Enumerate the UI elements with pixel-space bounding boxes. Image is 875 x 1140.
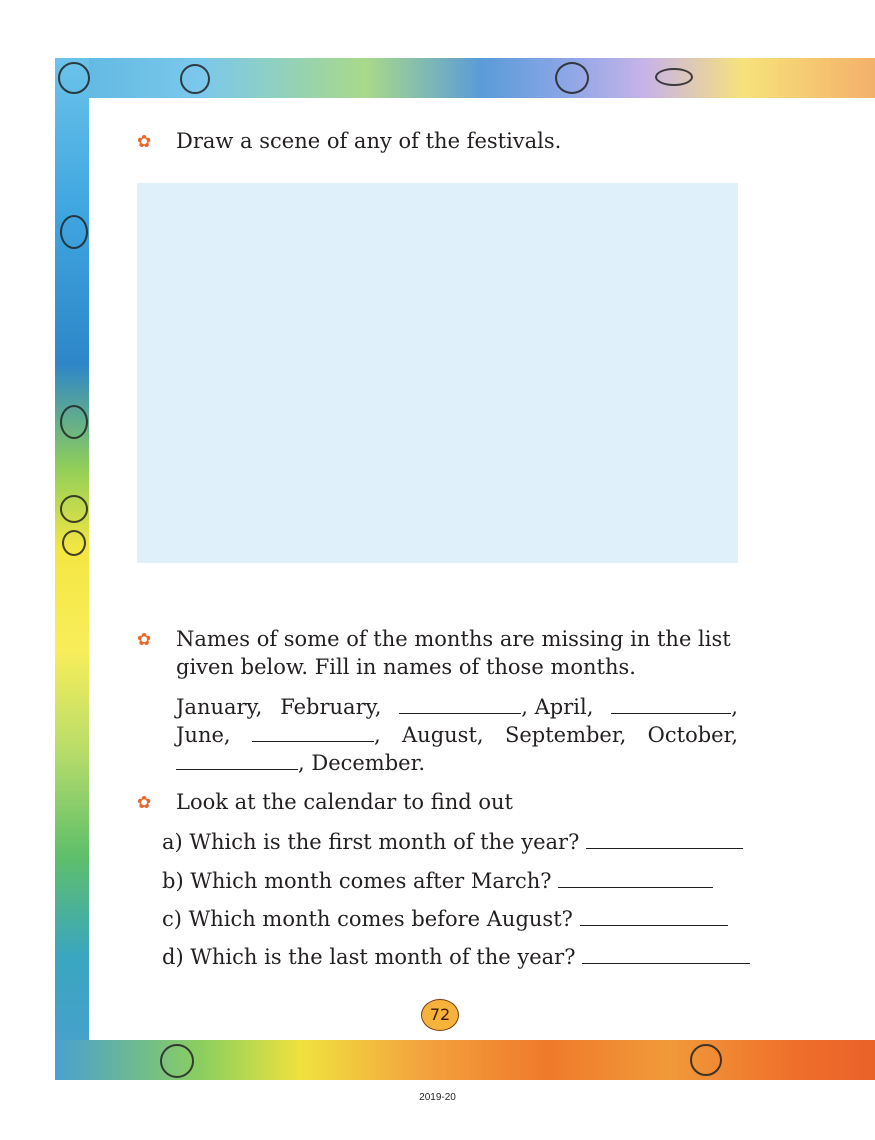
question-text: c) Which month comes before August? [162, 907, 573, 931]
month-text: , [373, 723, 381, 747]
month-blank-may[interactable] [611, 695, 731, 714]
month-text: August, [402, 723, 484, 747]
question-text: d) Which is the last month of the year? [162, 945, 576, 969]
decorative-border-top [55, 58, 875, 98]
question-a [162, 829, 743, 856]
border-doodle-basket-icon [60, 495, 88, 523]
border-doodle-face-icon [160, 1044, 194, 1078]
month-blank-march[interactable] [399, 695, 521, 714]
month-list-line-2 [176, 722, 738, 749]
month-list-line-3 [176, 750, 425, 777]
month-text: February, [280, 695, 382, 719]
answer-blank-d[interactable] [582, 945, 750, 964]
flower-icon: ✿ [137, 132, 152, 152]
question-c [162, 906, 728, 933]
question-b [162, 868, 713, 895]
decorative-border-left [55, 58, 89, 1080]
border-doodle-face-icon [180, 64, 210, 94]
month-blank-november[interactable] [176, 751, 298, 770]
page-number: 72 [421, 999, 459, 1031]
drawing-area[interactable] [137, 183, 738, 563]
border-doodle-face-icon [60, 215, 88, 249]
border-doodle-face-icon [60, 405, 88, 439]
border-doodle-ball-icon [62, 530, 86, 556]
question-d [162, 944, 750, 971]
answer-blank-b[interactable] [558, 869, 713, 888]
answer-blank-a[interactable] [586, 830, 743, 849]
month-list-line-1 [176, 694, 738, 721]
border-doodle-face-icon [690, 1044, 722, 1076]
month-text: June, [176, 723, 231, 747]
month-text: , December. [298, 751, 425, 775]
question-text: b) Which month comes after March? [162, 869, 552, 893]
border-doodle-ball-icon [655, 68, 693, 86]
month-blank-july[interactable] [252, 723, 374, 742]
answer-blank-c[interactable] [580, 907, 728, 926]
edition-year: 2019-20 [419, 1092, 456, 1103]
activity2-prompt-line2: given below. Fill in names of those months. [176, 655, 636, 679]
activity1-prompt: Draw a scene of any of the festivals. [176, 129, 562, 153]
month-text: , [731, 695, 738, 719]
border-doodle-face-icon [58, 62, 90, 94]
activity2-prompt-line1: Names of some of the months are missing in the list [176, 627, 731, 651]
month-text: September, [504, 723, 627, 747]
activity3-prompt: Look at the calendar to find out [176, 790, 513, 814]
question-text: a) Which is the first month of the year? [162, 830, 580, 854]
month-text: , April, [521, 695, 594, 719]
month-text: January, [176, 695, 263, 719]
flower-icon: ✿ [137, 630, 152, 650]
border-doodle-face-icon [555, 62, 589, 94]
month-text: October, [647, 723, 738, 747]
flower-icon: ✿ [137, 793, 152, 813]
